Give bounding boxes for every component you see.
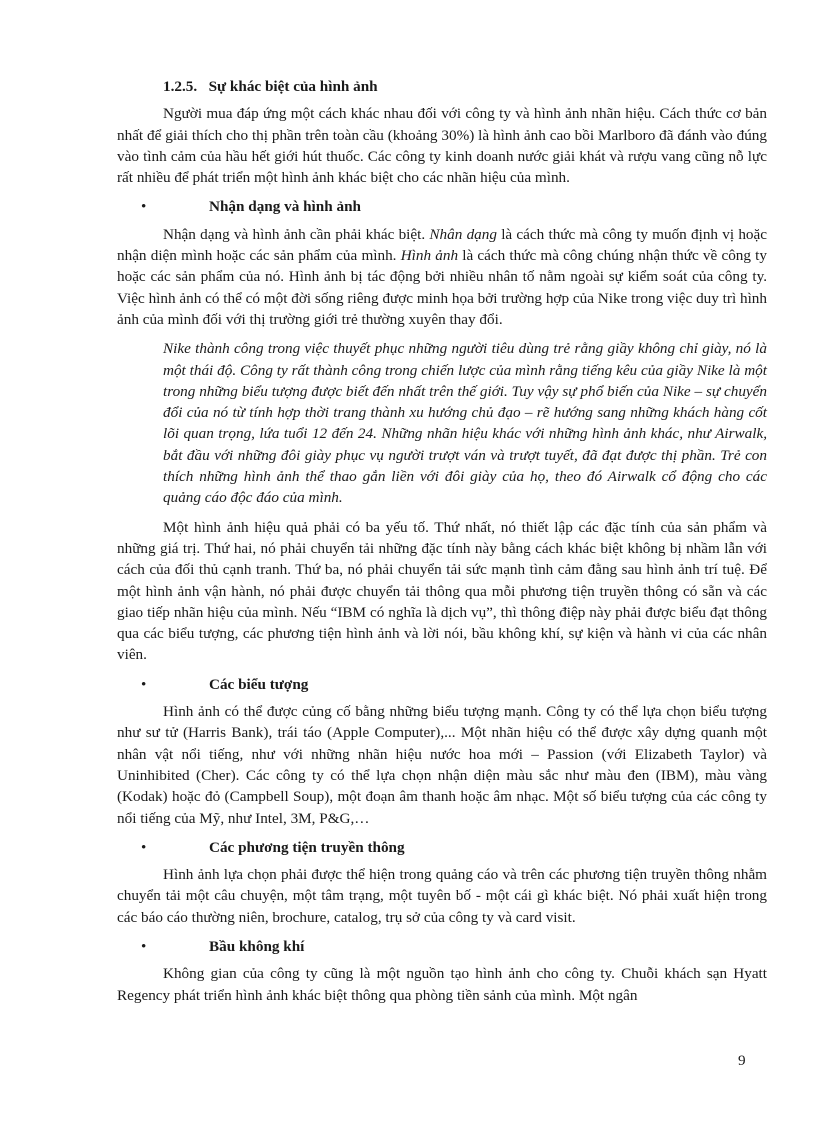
section-number: 1.2.5. xyxy=(163,78,198,95)
document-page xyxy=(117,76,767,1006)
symbols-paragraph: Hình ảnh có thể được củng cố bằng những biểu tượng mạnh. Công ty có thể lựa chọn biểu tượng như sư tử (Harris Bank), trái táo (Apple Computer),... Một nhãn hiệu có thể được xây dựng quanh một nhân vật nổi tiếng, như với những nhãn hiệu nước hoa mới – Passion (với Elizabeth Taylor) và Uninhibited (Cher). Các công ty có thể lựa chọn nhận diện màu sắc như màu đen (IBM), màu vàng (Kodak) hoặc đỏ (Campbell Soup), một đoạn âm thanh hoặc âm nhạc. Một số biểu tượng của các công ty nổi tiếng của Mỹ, như Intel, 3M, P&G,… xyxy=(117,703,767,827)
identity-text-start: Nhận dạng và hình ảnh cần phải khác biệt. xyxy=(163,225,430,243)
bullet-icon: • xyxy=(141,675,147,693)
bullet-icon: • xyxy=(141,198,147,216)
identity-heading xyxy=(117,196,767,217)
section-heading xyxy=(117,76,767,97)
identity-text-mid: là cách thức mà công ty muốn định vị hoặc nhận diện mình hoặc các sản phẩm của mình. xyxy=(117,225,767,265)
nike-quote: Nike thành công trong việc thuyết phục những người tiêu dùng trẻ rằng giầy không chỉ giày, nó là một thái độ. Công ty rất thành công trong chiến lược của mình rằng tiếng kêu của giầy Nike là một trong những biểu tượng được biết đến nhất trên thế giới. Tuy vậy sự phổ biến của Nike – sự chuyển đổi của nó từ tính hợp thời trang thành xu hướng chủ đạo – rẽ hướng sang những khách hàng cốt lõi quan trọng, lứa tuổi 12 đến 24. Những nhãn hiệu khác với những hình ảnh khác, như Airwalk, bắt đầu với những đôi giày phục vụ người trượt ván và trượt tuyết, đã đạt được thị phần. Trẻ con thích những hình ảnh thể thao gắn liền với đôi giày của họ, theo đó Airwalk cổ động cho các quảng cáo độc đáo của mình. xyxy=(163,340,767,507)
media-paragraph: Hình ảnh lựa chọn phải được thể hiện trong quảng cáo và trên các phương tiện truyền thông nhằm chuyển tải một câu chuyện, một tâm trạng, một tuyên bố - một cái gì khác biệt. Nó phải xuất hiện trong các báo cáo thường niên, brochure, catalog, trụ sở của công ty và card visit. xyxy=(117,866,767,926)
identity-heading-text: Nhận dạng và hình ảnh xyxy=(209,198,361,216)
term-identity: Nhân dạng xyxy=(429,225,497,243)
intro-paragraph: Người mua đáp ứng một cách khác nhau đối với công ty và hình ảnh nhãn hiệu. Cách thức cơ bản nhất để giải thích cho thị phần trên toàn cầu (khoảng 30%) là hình ảnh cao bồi Marlboro đã đánh vào đúng vào tình cảm của hầu hết giới hút thuốc. Các công ty kinh doanh nước giải khát và rượu vang cũng nỗ lực rất nhiều để phát triển một hình ảnh khác biệt cho các nhãn hiệu của mình. xyxy=(117,105,767,187)
bullet-icon: • xyxy=(141,838,147,856)
bullet-icon: • xyxy=(141,937,147,955)
atmosphere-heading-text: Bầu không khí xyxy=(209,937,305,955)
identity-paragraph xyxy=(117,224,767,330)
symbols-heading-text: Các biểu tượng xyxy=(209,675,309,693)
atmosphere-paragraph: Không gian của công ty cũng là một nguồn tạo hình ảnh cho công ty. Chuỗi khách sạn Hyatt Regency phát triển hình ảnh khác biệt thông qua phòng tiền sảnh của mình. Một ngân xyxy=(117,965,767,1004)
symbols-heading xyxy=(117,674,767,695)
atmosphere-heading xyxy=(117,936,767,957)
page-number: 9 xyxy=(738,1052,746,1069)
media-heading xyxy=(117,837,767,858)
image-factors-paragraph: Một hình ảnh hiệu quả phải có ba yếu tố. Thứ nhất, nó thiết lập các đặc tính của sản phẩm và những giá trị. Thứ hai, nó phải chuyển tải những đặc tính này bằng cách khác biệt không bị nhầm lẫn với cách của đối thủ cạnh tranh. Thứ ba, nó phải chuyển tải sức mạnh tình cảm đằng sau hình ảnh trí tuệ. Để một hình ảnh vận hành, nó phải được chuyển tải thông qua mỗi phương tiện truyền thông có sẵn và các giao tiếp nhãn hiệu của mình. Nếu “IBM có nghĩa là dịch vụ”, thì thông điệp này phải được biểu đạt thông qua các biểu tượng, các phương tiện hình ảnh và lời nói, bầu không khí, sự kiện và hành vi của các nhân viên. xyxy=(117,518,767,664)
section-title: Sự khác biệt của hình ảnh xyxy=(208,78,378,95)
term-image: Hình ảnh xyxy=(400,247,459,265)
media-heading-text: Các phương tiện truyền thông xyxy=(209,838,405,856)
identity-text-end: là cách thức mà công chúng nhận thức về công ty hoặc các sản phẩm của nó. Hình ảnh bị tác động bởi nhiều nhân tố nằm ngoài sự kiểm soát của công ty. Việc hình ảnh có thể có một đời sống riêng được minh họa bởi trường hợp của Nike trong việc duy trì hình ảnh của mình đối với thị trường giới trẻ thường xuyên thay đổi. xyxy=(117,247,767,328)
